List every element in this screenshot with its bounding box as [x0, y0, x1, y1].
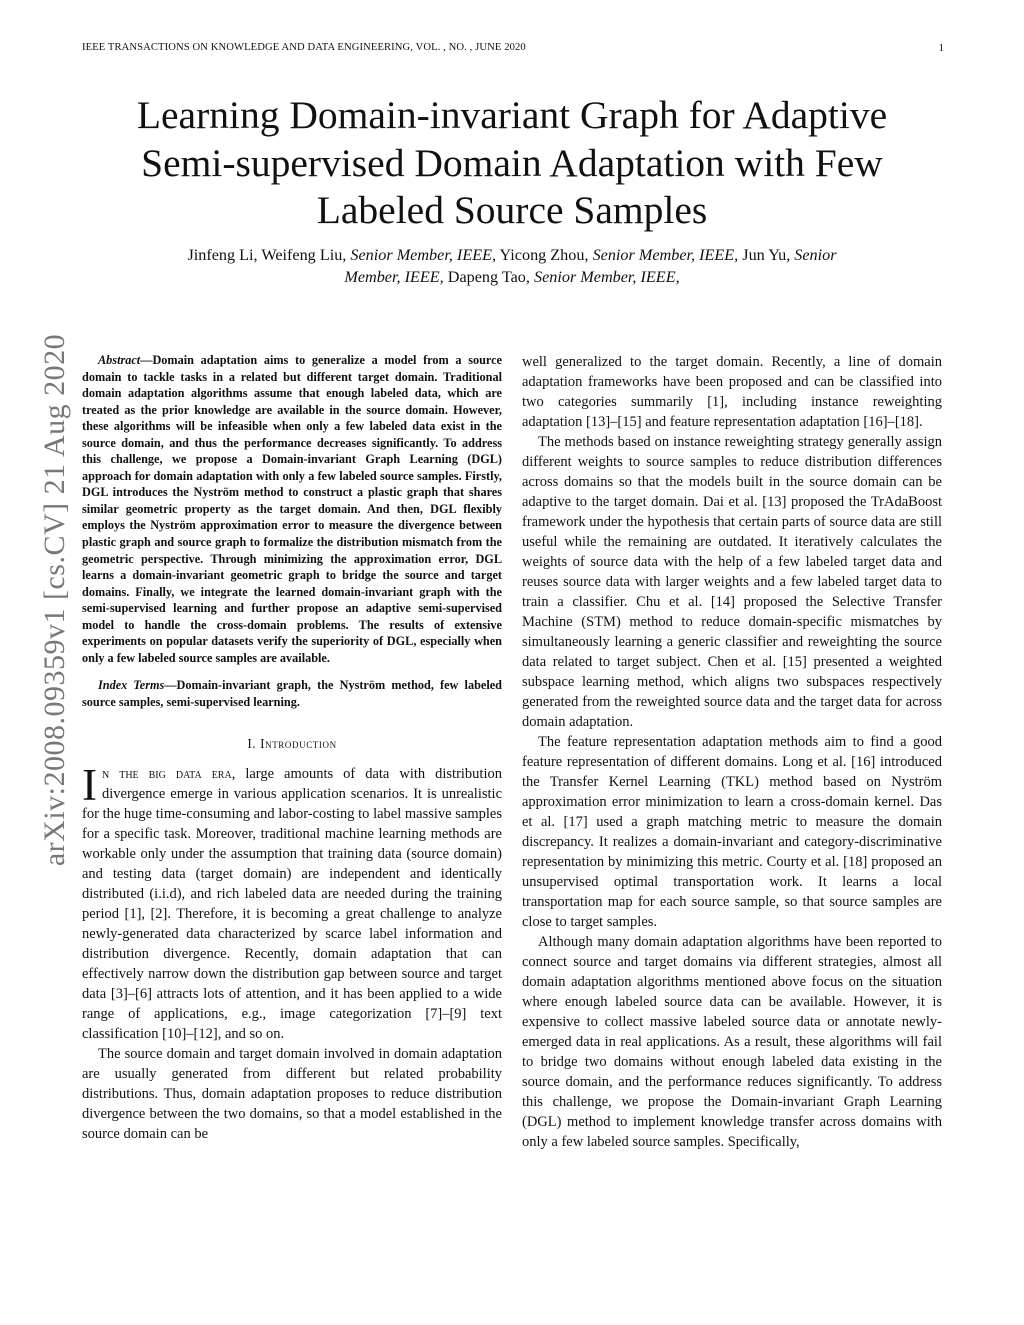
abstract-text: —Domain adaptation aims to generalize a model from a source domain to tackle tasks in a related but different target domain. Traditional domain adaptation algorithms assume that enough labeled data, which are treated as the prior knowledge are available in the source domain. However, these algorithms will be infeasible when only a few labeled data exist in the source domain, and thus the performance decreases significantly. To address this challenge, we propose a Domain-invariant Graph Learning (DGL) approach for domain adaptation with only a few labeled source samples. Firstly, DGL introduces the Nyström method to construct a plastic graph that shares similar geometric property as the target domain. And then, DGL flexibly employs the Nyström approximation error to measure the divergence between plastic graph and source graph to formalize the distribution mismatch from the geometric perspective. Through minimizing the approximation error, DGL learns a domain-invariant geometric graph to bridge the source and target domains. Finally, we integrate the learned domain-invariant graph with the semi-supervised learning and further propose an adaptive semi-supervised model to handle the cross-domain problems. The results of extensive experiments on popular datasets verify the superiority of DGL, especially when only a few labeled source samples are available.: [82, 353, 502, 665]
intro-paragraph-2: The source domain and target domain involved in domain adaptation are usually generated from different but related probability distributions. Thus, domain adaptation proposes to reduce distribution divergence between the two domains, so that a model established in the source domain can be: [82, 1046, 502, 1143]
author-line-2: [100, 266, 924, 288]
intro-p1-text: large amounts of data with distribution divergence emerge in various application scenarios. It is unrealistic for the huge time-consuming and labor-costing to label massive samples for a specific task. Moreover, traditional machine learning methods are workable only under the assumption that training data (source domain) and testing data (target domain) are independent and identically distributed (i.i.d), and rich labeled data are needed during the training period [1], [2]. Therefore, it is becoming a great challenge to analyze newly-generated data characterized by scarce label information and distribution divergence. Recently, domain adaptation that can effectively narrow down the distribution gap between source and target data [3]–[6] attracts lots of attention, and it has been applied to a wide range of applications, e.g., image categorization [7]–[9] text classification [10]–[12], and so on.: [82, 766, 502, 1043]
index-terms: [82, 677, 502, 710]
arxiv-watermark: arXiv:2008.09359v1 [cs.CV] 21 Aug 2020: [38, 333, 71, 867]
author-affil-3b: Member, IEEE,: [344, 268, 444, 286]
intro-paragraph-3: well generalized to the target domain. Recently, a line of domain adaptation frameworks have been proposed and can be classified into two categories summarily [1], including instance reweighting adaptation [13]–[15] and feature representation adaptation [16]–[18].: [522, 354, 942, 430]
title-line-2: Semi-supervised Domain Adaptation with Few: [141, 140, 883, 185]
title-line-3: Labeled Source Samples: [316, 188, 708, 232]
index-terms-text: —Domain-invariant graph, the Nyström method, few labeled source samples, semi-supervised learning.: [82, 678, 502, 709]
dropcap: I: [82, 760, 97, 811]
author-affil-1: Senior Member, IEEE,: [350, 246, 497, 264]
index-terms-lead: Index Terms: [98, 678, 165, 693]
running-head: IEEE TRANSACTIONS ON KNOWLEDGE AND DATA ENGINEERING, VOL. , NO. , JUNE 2020: [82, 42, 526, 53]
intro-paragraph-6: Although many domain adaptation algorithms have been reported to connect source and target domains via different strategies, almost all domain adaptation algorithms mentioned above focus on the situation where enough labeled source data can be available. However, it is expensive to collect massive labeled source data or annotate newly-emerged data in real applications. As a result, these algorithms will fail to bridge two domains without enough labeled data existing in the source domain, and the performance reduces significantly. To address this challenge, we propose the Domain-invariant Graph Learning (DGL) method to implement knowledge transfer across domains with only a few labeled source samples. Specifically,: [522, 934, 942, 1150]
intro-paragraph-4: The methods based on instance reweighting strategy generally assign different weights to source samples to reduce distribution differences across domains so that the models built in the source domain can be adaptive to the target domain. Dai et al. [13] proposed the TrAdaBoost framework under the hypothesis that certain parts of source data are still useful while the remaining are outdated. It iteratively calculates the weights of source data with the help of a few labeled target data and reuses source data with larger weights and a few labeled target data to train a classifier. Chu et al. [14] proposed the Selective Transfer Machine (STM) method to reduce domain-specific mismatches by simultaneously learning a generic classifier and reweighting the source data related to target subject. Chen et al. [15] presented a weighted subspace learning method, which aligns two subspaces respectively generated from the reweighted source data and the target data for across domain adaptation.: [522, 434, 942, 730]
author-names-1: Jinfeng Li, Weifeng Liu,: [187, 246, 351, 264]
author-line-1: [100, 244, 924, 266]
author-affil-2: Senior Member, IEEE,: [592, 246, 739, 264]
author-affil-4: Senior Member, IEEE,: [533, 268, 680, 286]
intro-paragraph-1: [82, 760, 502, 1044]
paper-title: [80, 92, 944, 235]
abstract-lead: Abstract: [98, 353, 141, 367]
left-column: [82, 352, 502, 1144]
title-line-1: Learning Domain-invariant Graph for Adaptive: [136, 93, 888, 137]
author-affil-3a: Senior: [794, 246, 837, 264]
author-names-3: Jun Yu,: [738, 246, 795, 264]
author-names-2: Yicong Zhou,: [496, 246, 593, 264]
author-names-4: Dapeng Tao,: [443, 268, 534, 286]
page-number: 1: [938, 42, 944, 54]
section-heading: I. Introduction: [247, 736, 337, 752]
abstract: [82, 352, 502, 666]
right-column: [522, 352, 942, 1152]
intro-caps: n the big data era,: [102, 766, 236, 783]
author-list: [100, 244, 924, 288]
intro-paragraph-5: The feature representation adaptation methods aim to find a good feature representation of different domains. Long et al. [16] introduced the Transfer Kernel Learning (TKL) method based on Nyström approximation error minimization to learn a cross-domain kernel. Das et al. [17] used a graph matching metric to measure the domain discrepancy. It realizes a domain-invariant and category-discriminative representation by minimizing this metric. Courty et al. [18] proposed an unsupervised optimal transportation work. It learns a local transportation map for each source sample, so that source samples are close to target samples.: [522, 734, 942, 930]
